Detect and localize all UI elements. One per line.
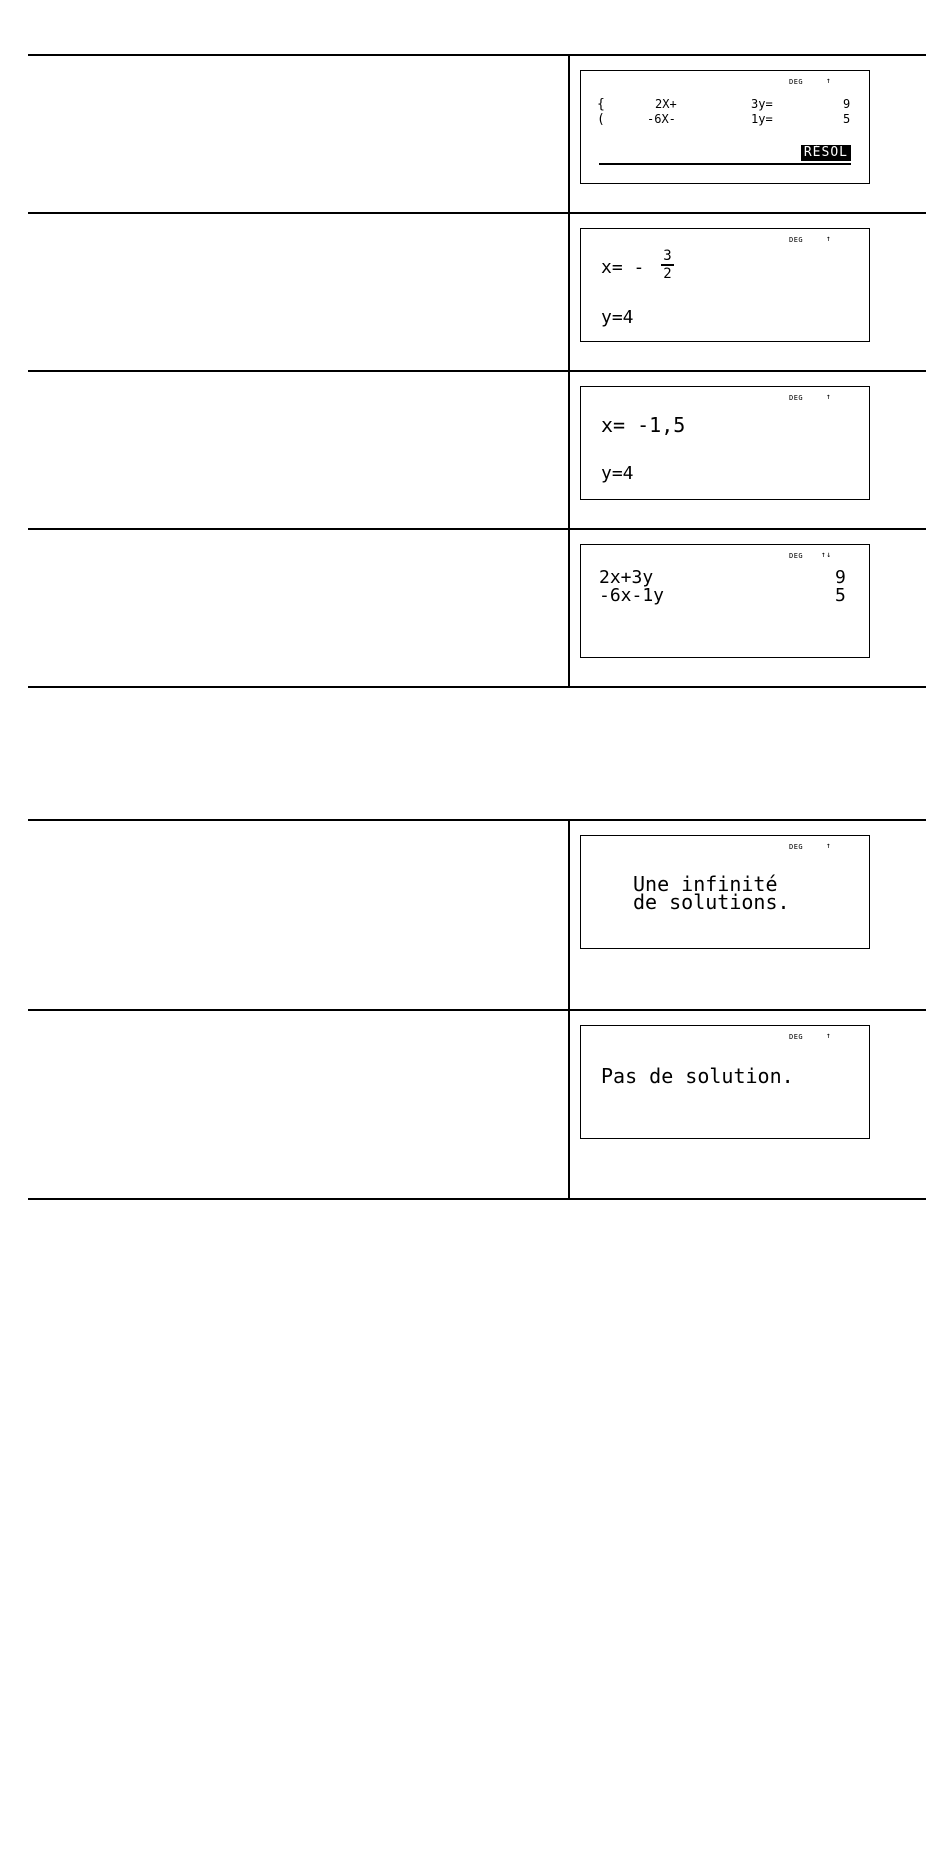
table-row [28,56,926,214]
screen-cell [570,1011,926,1198]
calculator-screen-fraction [580,228,870,342]
eq2-constant: 5 [843,112,851,126]
resol-soft-key[interactable]: RÉSOL [801,145,851,161]
system-brace-lower: ( [597,112,605,127]
calculator-screen-equations [580,544,870,658]
table-2 [28,819,926,1200]
calculator-screen-system [580,70,870,184]
screen-cell [570,372,926,528]
calculator-screen-no-solution [580,1025,870,1139]
x-result: x= -1,5 [601,413,686,437]
eq2-coef-y: 1y= [751,112,773,126]
up-arrow-icon: ↑ [826,841,832,850]
x-result-label: x= - [601,257,645,278]
description-cell [28,530,570,686]
fraction-denominator: 2 [663,266,672,282]
equation-2-right: 5 [835,585,846,606]
up-arrow-icon: ↑ [826,234,832,243]
message-line-1: Une infinité [633,872,778,896]
eq1-constant: 9 [843,97,851,111]
table-1 [28,54,926,688]
table-row [28,372,926,530]
description-cell [28,214,570,370]
system-brace: { [597,97,605,112]
message-line-1: Pas de solution. [601,1064,794,1088]
deg-indicator: DEG [789,78,804,86]
screen-cell [570,56,926,212]
up-arrow-icon: ↑ [826,392,832,401]
table-row [28,214,926,372]
up-down-arrow-icon: ↑↓ [821,550,832,559]
up-arrow-icon: ↑ [826,1031,832,1040]
screen-cell [570,530,926,686]
x-result-fraction [661,249,674,281]
y-result: y=4 [601,463,634,484]
deg-indicator: DEG [789,236,804,244]
description-cell [28,821,570,1009]
table-row [28,1011,926,1200]
table-row [28,821,926,1011]
table-row [28,530,926,688]
screen-cell [570,214,926,370]
deg-indicator: DEG [789,1033,804,1041]
description-cell [28,56,570,212]
deg-indicator: DEG [789,552,804,560]
eq1-coef-y: 3y= [751,97,773,111]
up-arrow-icon: ↑ [826,76,832,85]
eq1-coef-x: 2X+ [655,97,677,111]
description-cell [28,372,570,528]
calculator-screen-decimal [580,386,870,500]
equation-2-left: -6x-1y [599,585,665,606]
deg-indicator: DEG [789,394,804,402]
eq2-coef-x: -6X- [647,112,676,126]
calculator-screen-infinite [580,835,870,949]
fraction-numerator: 3 [663,248,672,264]
screen-cell [570,821,926,1009]
equation-1-left: 2x+3y [599,567,654,588]
equation-1-right: 9 [835,567,846,588]
message-line-2: de solutions. [633,890,790,914]
deg-indicator: DEG [789,843,804,851]
description-cell [28,1011,570,1198]
soft-key-underline [599,163,851,165]
y-result: y=4 [601,307,634,328]
